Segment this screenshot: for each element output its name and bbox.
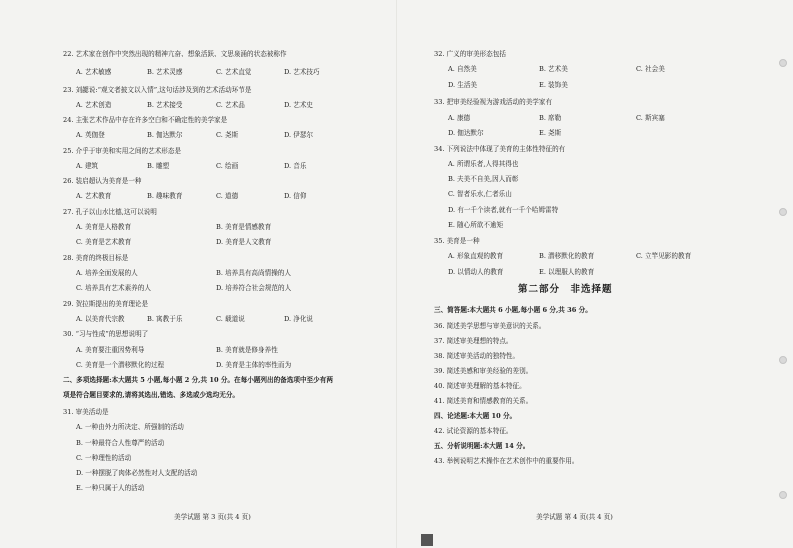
question-25: 25. 介乎于审美和实用之间的艺术形态是	[63, 147, 182, 155]
part-2-title: 第二部分 非选择题	[518, 284, 613, 295]
question-28: 28. 美育的终极目标是	[63, 254, 129, 262]
q24-option-c: C. 尧斯	[216, 131, 239, 139]
q31-option-a: A. 一种由外力所决定、所强制的活动	[76, 423, 184, 431]
question-37: 37. 简述审美理想的特点。	[434, 337, 513, 345]
q32-option-b: B. 艺术美	[539, 65, 568, 73]
q25-option-c: C. 绘画	[216, 162, 239, 170]
q30-option-d: D. 美育是主体的率性而为	[216, 361, 292, 369]
question-23: 23. 刘勰说:“观文者披文以入情”,这句话涉及到的艺术活动环节是	[63, 86, 252, 94]
question-30: 30. “习与性成”的思想说明了	[63, 330, 149, 338]
q31-option-b: B. 一种最符合人性尊严的活动	[76, 439, 165, 447]
q22-option-c: C. 艺术直觉	[216, 68, 252, 76]
q34-option-e: E. 随心所欲不逾矩	[448, 221, 504, 229]
q33-option-b: B. 席勒	[539, 114, 562, 122]
q23-option-b: B. 艺术接受	[147, 101, 183, 109]
q24-option-a: A. 英伽登	[76, 131, 105, 139]
question-31: 31. 审美活动是	[63, 408, 109, 416]
q22-option-a: A. 艺术敏感	[76, 68, 112, 76]
q32-option-e: E. 装饰美	[539, 81, 568, 89]
section-5-heading: 五、分析说明题:本大题 14 分。	[434, 442, 530, 450]
binder-hole	[779, 356, 787, 364]
page-footer: 美学试题 第 3 页(共 4 页)	[174, 513, 251, 521]
q31-option-d: D. 一种摆脱了肉体必然性对人支配的活动	[76, 469, 198, 477]
q33-option-c: C. 斯宾塞	[636, 114, 665, 122]
q29-option-c: C. 载道说	[216, 315, 245, 323]
question-26: 26. 装启超认为美育是一种	[63, 177, 142, 185]
q25-option-a: A. 建筑	[76, 162, 99, 170]
q27-option-c: C. 美育是艺术教育	[76, 238, 132, 246]
section-2-heading-line1: 二、多项选择题:本大题共 5 小题,每小题 2 分,共 10 分。在每小题列出的备选项中至少有两	[63, 376, 333, 384]
question-35: 35. 美育是一种	[434, 237, 480, 245]
question-33: 33. 把审美经验视为游戏活动的美学家有	[434, 98, 553, 106]
q29-option-a: A. 以美育代宗教	[76, 315, 125, 323]
exam-page-4	[396, 0, 793, 548]
question-29: 29. 贺拉斯提出的美育理论是	[63, 300, 149, 308]
q28-option-a: A. 培养全面发展的人	[76, 269, 138, 277]
q35-option-c: C. 立竿见影的教育	[636, 252, 692, 260]
q31-option-c: C. 一种理性的活动	[76, 454, 132, 462]
q25-option-d: D. 音乐	[284, 162, 307, 170]
binder-hole	[779, 59, 787, 67]
page-footer: 美学试题 第 4 页(共 4 页)	[536, 513, 613, 521]
section-4-heading: 四、论述题:本大题 10 分。	[434, 412, 517, 420]
question-36: 36. 简述美学思想与审美意识的关系。	[434, 322, 546, 330]
q35-option-d: D. 以情动人的教育	[448, 268, 504, 276]
q28-option-b: B. 培养具有高尚情操的人	[216, 269, 291, 277]
question-42: 42. 试论资源的基本特征。	[434, 427, 513, 435]
question-38: 38. 简述审美活动的独特性。	[434, 352, 520, 360]
section-2-heading-line2: 项是符合题目要求的,请将其选出,错选、多选或少选均无分。	[63, 391, 240, 399]
q34-option-c: C. 智者乐水,仁者乐山	[448, 190, 512, 198]
q31-option-e: E. 一种只属于人的活动	[76, 484, 145, 492]
q34-option-d: D. 有一千个读者,就有一千个哈姆雷特	[448, 206, 559, 214]
q27-option-a: A. 美育是人格教育	[76, 223, 132, 231]
q23-option-a: A. 艺术创造	[76, 101, 112, 109]
registration-mark	[421, 534, 433, 546]
q28-option-c: C. 培养具有艺术素养的人	[76, 284, 151, 292]
question-40: 40. 简述审美理解的基本特征。	[434, 382, 526, 390]
q27-option-b: B. 美育是情感教育	[216, 223, 272, 231]
q22-option-d: D. 艺术技巧	[284, 68, 320, 76]
q29-option-d: D. 净化说	[284, 315, 314, 323]
q30-option-a: A. 美育要注重因势利导	[76, 346, 145, 354]
binder-hole	[779, 491, 787, 499]
q33-option-a: A. 康德	[448, 114, 471, 122]
question-27: 27. 孔子以山水比德,这可以说明	[63, 208, 157, 216]
q35-option-b: B. 潜移默化的教育	[539, 252, 595, 260]
q30-option-b: B. 美育就是修身养性	[216, 346, 278, 354]
q24-option-b: B. 伽达默尔	[147, 131, 183, 139]
question-32: 32. 广义的审美形态包括	[434, 50, 506, 58]
exam-page-3	[0, 0, 396, 548]
question-39: 39. 简述美感和审美经验的差别。	[434, 367, 533, 375]
q32-option-c: C. 社会美	[636, 65, 665, 73]
section-3-heading: 三、简答题:本大题共 6 小题,每小题 6 分,共 36 分。	[434, 306, 592, 314]
q28-option-d: D. 培养符合社会规范的人	[216, 284, 292, 292]
question-24: 24. 主张艺术作品中存在许多空白和不确定性的美学家是	[63, 116, 228, 124]
q22-option-b: B. 艺术灵感	[147, 68, 183, 76]
q24-option-d: D. 伊瑟尔	[284, 131, 314, 139]
q26-option-c: C. 道德	[216, 192, 239, 200]
q32-option-d: D. 生活美	[448, 81, 478, 89]
q34-option-b: B. 夫美不自美,因人而彰	[448, 175, 519, 183]
q34-option-a: A. 所谓乐者,人得其得也	[448, 160, 519, 168]
question-34: 34. 下列说法中体现了美育的主体性特征的有	[434, 145, 566, 153]
q26-option-b: B. 趣味教育	[147, 192, 183, 200]
q26-option-d: D. 信仰	[284, 192, 307, 200]
q35-option-e: E. 以理服人的教育	[539, 268, 595, 276]
q33-option-d: D. 伽达默尔	[448, 129, 484, 137]
q32-option-a: A. 自然美	[448, 65, 477, 73]
question-43: 43. 举例说明艺术操作在艺术创作中的重要作用。	[434, 457, 579, 465]
q26-option-a: A. 艺术教育	[76, 192, 112, 200]
q27-option-d: D. 美育是人文教育	[216, 238, 272, 246]
question-22: 22. 艺术家在创作中突然出现的精神亢奋、想象活跃、文思泉涌的状态被称作	[63, 50, 287, 58]
q33-option-e: E. 尧斯	[539, 129, 562, 137]
question-41: 41. 简述美育和情感教育的关系。	[434, 397, 533, 405]
q25-option-b: B. 雕塑	[147, 162, 170, 170]
q30-option-c: C. 美育是一个潜移默化的过程	[76, 361, 165, 369]
q35-option-a: A. 形象直观的教育	[448, 252, 504, 260]
binder-hole	[779, 208, 787, 216]
q23-option-c: C. 艺术品	[216, 101, 245, 109]
q29-option-b: B. 寓教于乐	[147, 315, 183, 323]
q23-option-d: D. 艺术史	[284, 101, 314, 109]
